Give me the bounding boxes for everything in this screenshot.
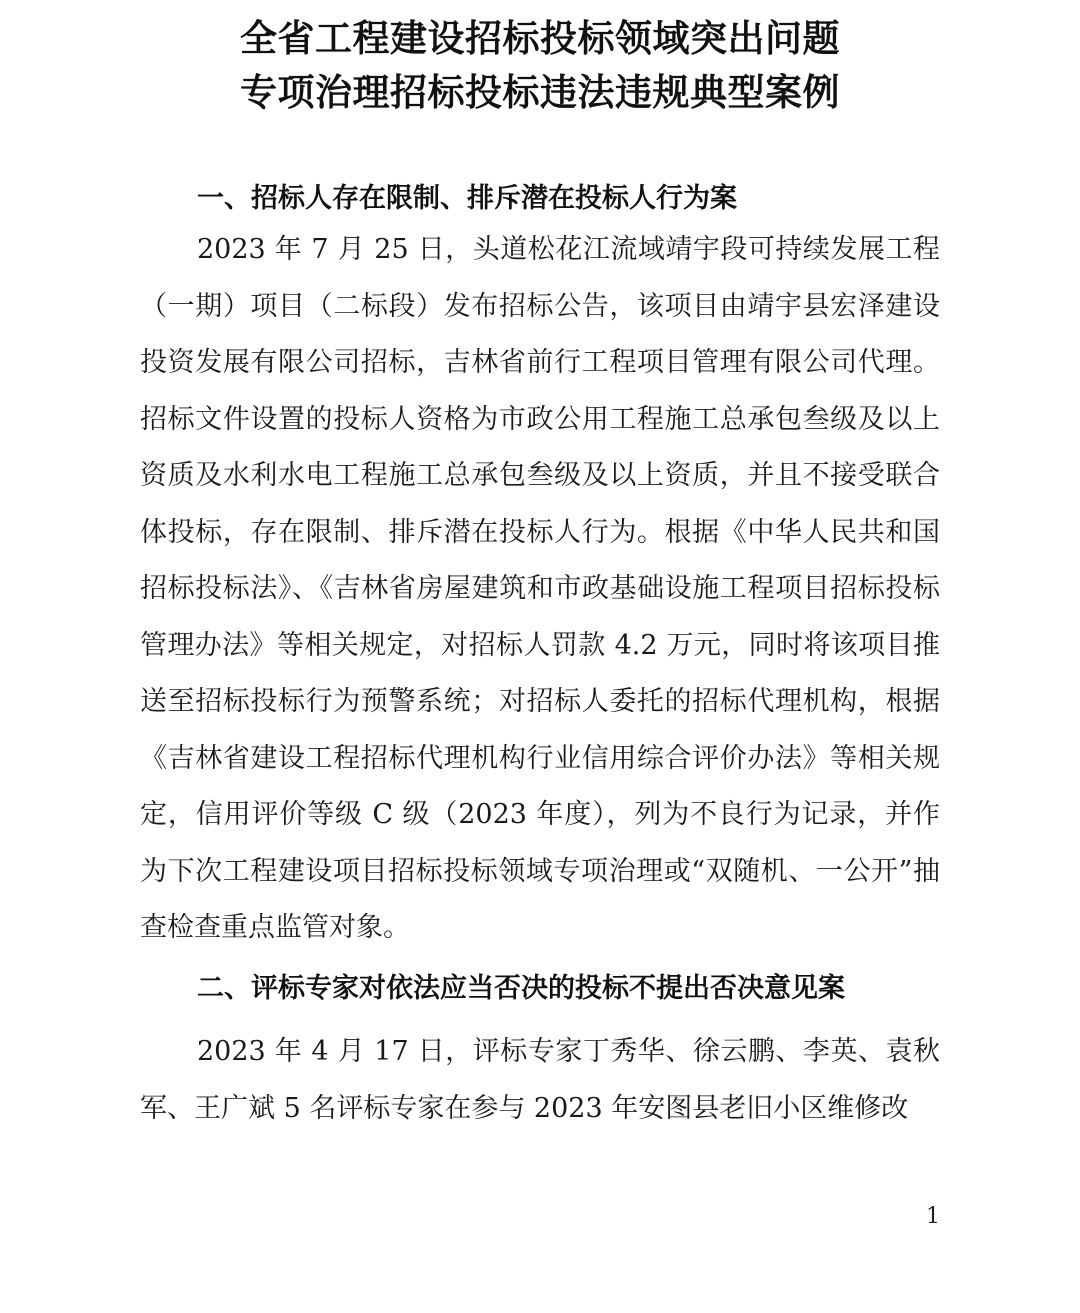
section-1-paragraph: 2023 年 7 月 25 日，头道松花江流域靖宇段可持续发展工程（一期）项目（二标段）发布招标公告，该项目由靖宇县宏泽建设投资发展有限公司招标，吉林省前行工程项目管理有限公司代理。招标文件设置的投标人资格为市政公用工程施工总承包叁级及以上资质及水利水电工程施工总承包叁级及以上资质，并且不接受联合体投标，存在限制、排斥潜在投标人行为。根据《中华人民共和国招标投标法》、《吉林省房屋建筑和市政基础设施工程项目招标投标管理办法》等相关规定，对招标人罚款 4.2 万元，同时将该项目推送至招标投标行为预警系统；对招标人委托的招标代理机构，根据《吉林省建设工程招标代理机构行业信用综合评价办法》等相关规定，信用评价等级 C 级（2023 年度），列为不良行为记录，并作为下次工程建设项目招标投标领域专项治理或“双随机、一公开”抽查检查重点监管对象。 bbox=[140, 234, 940, 943]
document-title-line-2: 专项治理招标投标违法违规典型案例 bbox=[240, 70, 840, 114]
page-number: 1 bbox=[926, 1204, 940, 1229]
document-title-line-1: 全省工程建设招标投标领域突出问题 bbox=[240, 16, 840, 60]
section-1-heading: 一、招标人存在限制、排斥潜在投标人行为案 bbox=[197, 183, 737, 214]
section-2-paragraph: 2023 年 4 月 17 日，评标专家丁秀华、徐云鹏、李英、袁秋军、王广斌 5 名评标专家在参与 2023 年安图县老旧小区维修改 bbox=[140, 1036, 940, 1124]
section-2-heading: 二、评标专家对依法应当否决的投标不提出否决意见案 bbox=[197, 973, 845, 1004]
